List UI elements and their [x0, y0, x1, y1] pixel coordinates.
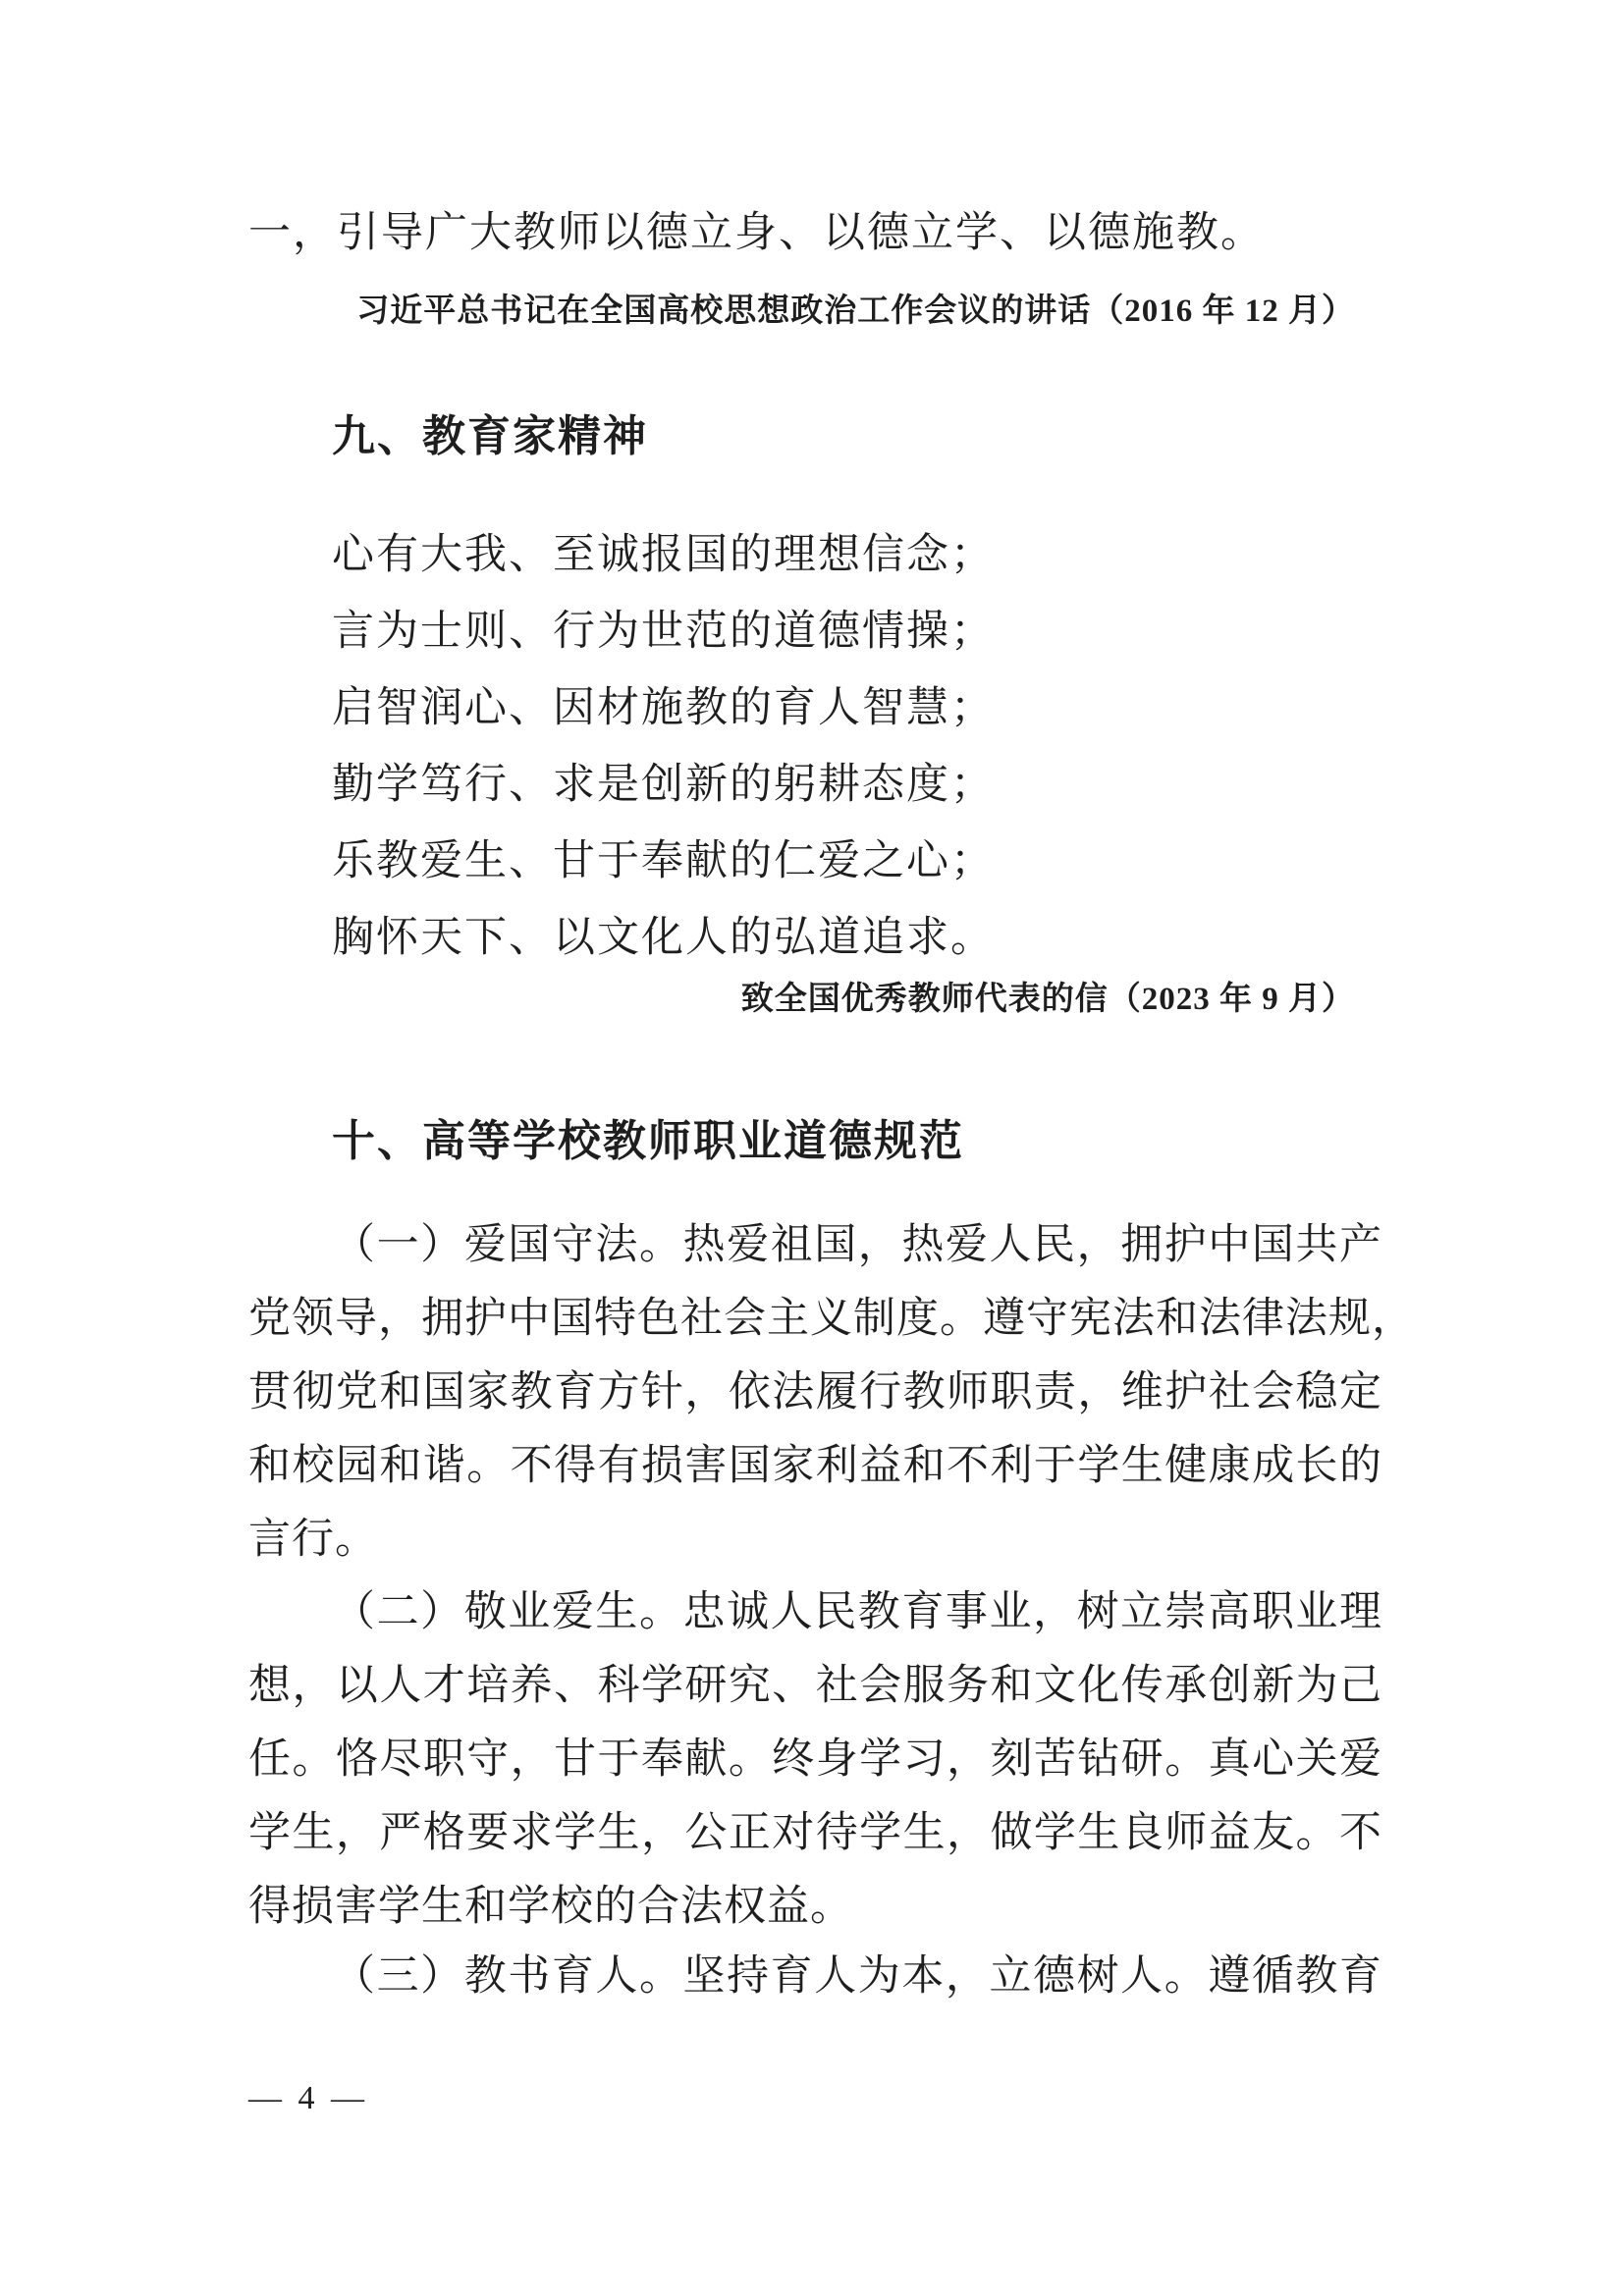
spirit-line-3: 启智润心、因材施教的育人智慧；	[332, 685, 995, 731]
para-2-line-4: 学生，严格要求学生，公正对待学生，做学生良师益友。不	[248, 1810, 1382, 1856]
paragraph-2	[248, 1575, 1382, 1944]
section-heading-9: 九、教育家精神	[332, 412, 648, 460]
quote-block	[248, 196, 1382, 270]
para-1-line-1: （一）爱国守法。热爱祖国，热爱人民，拥护中国共产	[333, 1222, 1382, 1268]
para-3-line-1: （三）教书育人。坚持育人为本，立德树人。遵循教育	[333, 1953, 1382, 2000]
spirit-line-2: 言为士则、行为世范的道德情操；	[332, 609, 995, 655]
quote-line: 一，引导广大教师以德立身、以德立学、以德施教。	[248, 210, 1265, 256]
attribution-speech: 习近平总书记在全国高校思想政治工作会议的讲话（2016 年 12 月）	[356, 294, 1355, 329]
spirit-line-5: 乐教爱生、甘于奉献的仁爱之心；	[332, 838, 995, 884]
section-9	[248, 407, 1382, 466]
para-2-line-2: 想，以人才培养、科学研究、社会服务和文化传承创新为己	[248, 1663, 1382, 1709]
paragraph-3	[248, 1940, 1382, 2013]
para-1-line-5: 言行。	[248, 1517, 378, 1563]
section-10	[248, 1112, 1382, 1171]
para-1-line-2: 党领导，拥护中国特色社会主义制度。遵守宪法和法律法规，	[248, 1296, 1415, 1342]
para-2-line-3: 任。恪尽职守，甘于奉献。终身学习，刻苦钻研。真心关爱	[248, 1736, 1382, 1783]
attribution-letter-block	[248, 980, 1382, 1019]
section-heading-10: 十、高等学校教师职业道德规范	[332, 1117, 964, 1165]
page-number: — 4 —	[248, 2080, 368, 2116]
para-2-line-5: 得损害学生和学校的合法权益。	[248, 1884, 853, 1930]
spirit-line-1: 心有大我、至诚报国的理想信念；	[332, 532, 995, 578]
spirit-list	[248, 517, 1382, 977]
para-2-line-1: （二）敬业爱生。忠诚人民教育事业，树立崇高职业理	[333, 1589, 1382, 1635]
para-1-line-4: 和校园和谐。不得有损害国家利益和不利于学生健康成长的	[248, 1443, 1382, 1489]
spirit-line-6: 胸怀天下、以文化人的弘道追求。	[332, 915, 995, 961]
para-1-line-3: 贯彻党和国家教育方针，依法履行教师职责，维护社会稳定	[248, 1369, 1382, 1415]
attribution-letter: 致全国优秀教师代表的信（2023 年 9 月）	[740, 982, 1355, 1017]
paragraph-1	[248, 1208, 1415, 1576]
attribution-speech-block	[248, 292, 1382, 331]
spirit-line-4: 勤学笃行、求是创新的躬耕态度；	[332, 762, 995, 808]
